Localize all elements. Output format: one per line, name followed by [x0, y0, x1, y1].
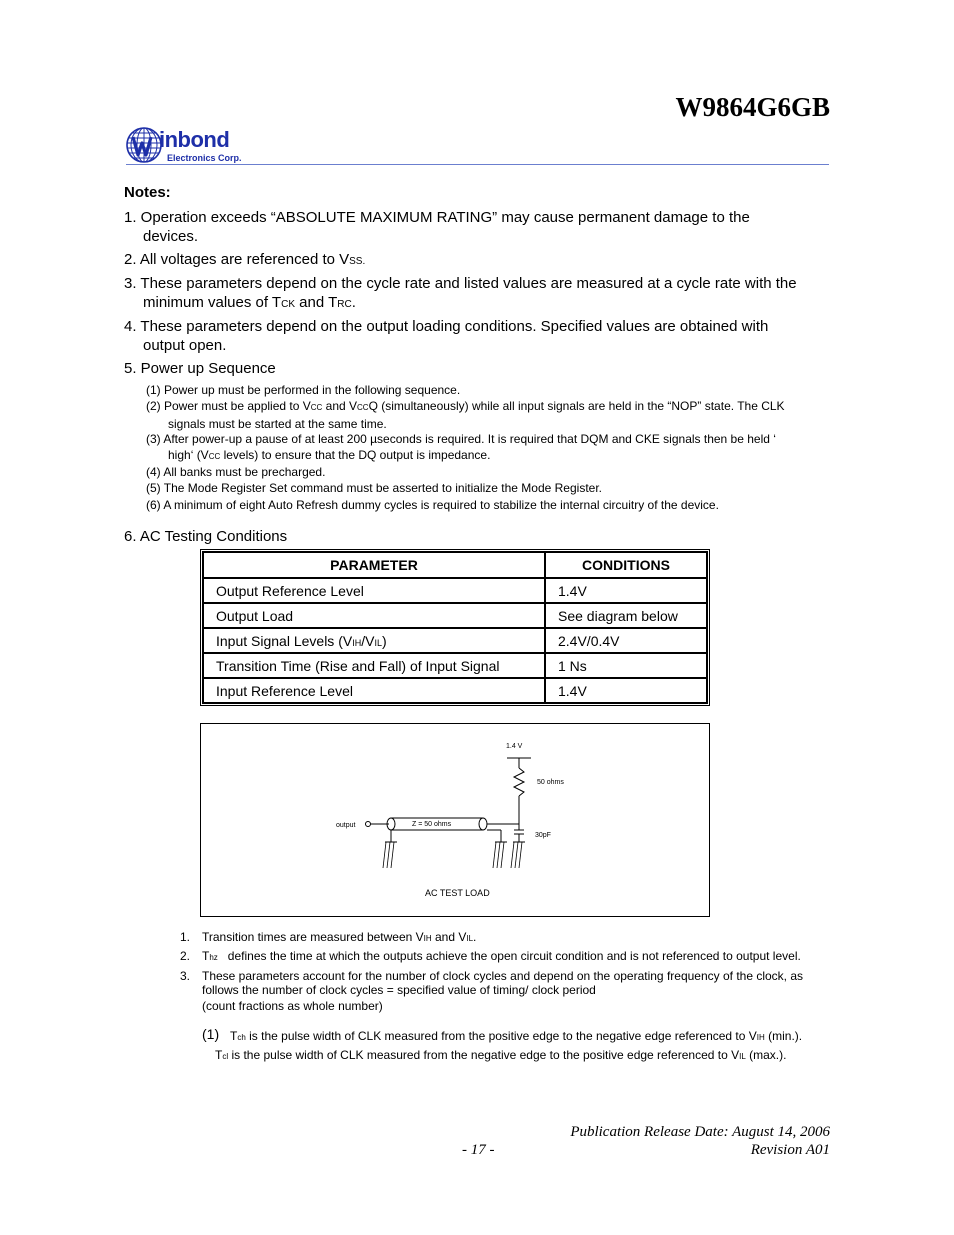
winbond-logo: [125, 125, 255, 167]
footnote-1: Transition times are measured between VIH and VIL.: [202, 930, 477, 944]
logo-subtitle: Electronics Corp.: [167, 153, 242, 163]
footnote-2-number: 2.: [180, 949, 191, 963]
footnote-2: Thz defines the time at which the outputs achieve the open circuit condition and is not referenced to output level.: [202, 949, 801, 963]
footnote-1-number: 1.: [180, 930, 191, 944]
table-header-row: [203, 552, 707, 578]
power-up-1: (1) Power up must be performed in the following sequence.: [146, 383, 461, 397]
col-parameter: PARAMETER: [203, 552, 545, 578]
note-1: 1. Operation exceeds “ABSOLUTE MAXIMUM RATING” may cause permanent damage to the devices.: [124, 209, 750, 245]
notes-heading: Notes:: [124, 184, 171, 201]
capacitor-label: 30pF: [535, 832, 551, 839]
sub-note-1: Tch is the pulse width of CLK measured from the positive edge to the negative edge referenced to VIH (min.).: [230, 1029, 803, 1043]
col-conditions: CONDITIONS: [545, 552, 707, 578]
header-rule: [126, 164, 829, 165]
note-3: 3. These parameters depend on the cycle rate and listed values are measured at a cycle rate with the minimum values of TCK and TRC.: [124, 275, 797, 311]
note-4: 4. These parameters depend on the output loading conditions. Specified values are obtained with output open.: [124, 318, 769, 354]
sub-note-1-number: (1): [202, 1026, 220, 1042]
power-up-3: (3) After power-up a pause of at least 200 µseconds is required. It is required that DQM and CKE signals then be held ‘ high‘ (VCC levels) to ensure that the DQ output is impedance.: [146, 432, 776, 462]
power-up-4: (4) All banks must be precharged.: [146, 465, 326, 479]
resistor-label: 50 ohms: [537, 779, 564, 786]
output-label: output: [336, 822, 356, 829]
power-up-2: (2) Power must be applied to VCC and VCCQ (simultaneously) while all input signals are held in the “NOP” state. The CLK signals must be started at the same time.: [146, 399, 785, 431]
diagram-caption: AC TEST LOAD: [425, 888, 490, 898]
table-row: Output Load See diagram below: [203, 603, 707, 628]
logo-wordmark: inbond: [159, 127, 230, 152]
power-up-6: (6) A minimum of eight Auto Refresh dummy cycles is required to stabilize the internal circuitry of the device.: [146, 498, 719, 512]
revision: Revision A01: [750, 1142, 830, 1158]
ac-testing-table: [200, 549, 710, 706]
ac-test-load-diagram: [200, 723, 710, 917]
note-5: 5. Power up Sequence: [124, 360, 276, 377]
footnote-3: These parameters account for the number of clock cycles and depend on the operating frequency of the clock, as follows the number of clock cycles = specified value of timing/ clock period (count fractions as whole number): [202, 969, 804, 1013]
power-up-5: (5) The Mode Register Set command must be asserted to initialize the Mode Register.: [146, 481, 602, 495]
table-row: Output Reference Level 1.4V: [203, 578, 707, 603]
circuit-schematic: [201, 724, 709, 916]
publication-release-date: Publication Release Date: August 14, 2006: [570, 1124, 830, 1140]
supply-voltage-label: 1.4 V: [506, 743, 523, 750]
table-row: Input Signal Levels (VIH/VIL) 2.4V/0.4V: [203, 628, 707, 653]
table-row: Transition Time (Rise and Fall) of Input Signal 1 Ns: [203, 653, 707, 678]
impedance-label: Z = 50 ohms: [412, 821, 452, 828]
part-number-title: W9864G6GB: [675, 92, 830, 122]
table-row: Input Reference Level 1.4V: [203, 678, 707, 703]
sub-note-2: Tcl is the pulse width of CLK measured from the negative edge to the positive edge referenced to VIL (max.).: [215, 1048, 787, 1062]
page-number: - 17 -: [462, 1142, 495, 1158]
footnote-3-number: 3.: [180, 969, 191, 983]
note-6: 6. AC Testing Conditions: [124, 528, 288, 545]
note-2: 2. All voltages are referenced to VSS.: [124, 251, 366, 268]
